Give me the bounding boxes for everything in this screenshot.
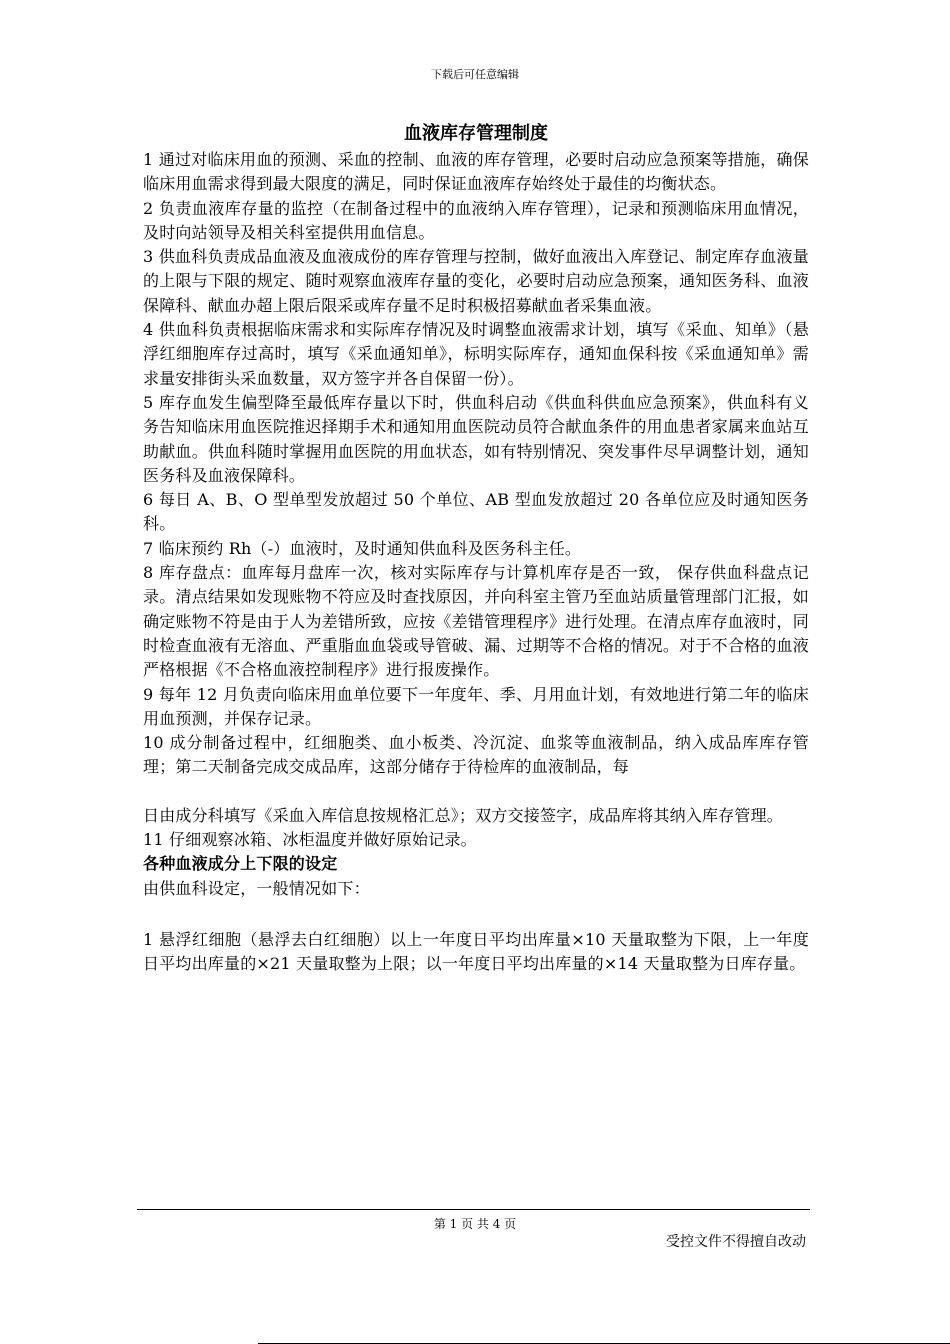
document-body: [143, 120, 809, 977]
section-intro: 由供血科设定，一般情况如下：: [143, 878, 370, 898]
paragraph-7: 7 临床预约 Rh（-）血液时，及时通知供血科及医务科主任。: [143, 538, 582, 558]
paragraph-11: 11 仔细观察冰箱、冰柜温度并做好原始记录。: [143, 830, 477, 850]
page-number: 第 1 页 共 4 页: [433, 1217, 517, 1231]
paragraph-2: 2 负责血液库存量的监控（在制备过程中的血液纳入库存管理），记录和预测临床用血情况，及时向站领导及相关科室提供用血信息。: [143, 198, 809, 242]
blank-line: [143, 780, 809, 804]
paragraph-9: 9 每年 12 月负责向临床用血单位要下一年度年、季、月用血计划，有效地进行第二年的临床用血预测，并保存记录。: [143, 684, 809, 728]
paragraph-10: 10 成分制备过程中，红细胞类、血小板类、冷沉淀、血浆等血液制品，纳入成品库库存管理；第二天制备完成交成品库，这部分储存于待检库的血液制品，每: [143, 733, 809, 777]
controlled-document-notice: 受控文件不得擅自改动: [666, 1234, 806, 1250]
section-title: 各种血液成分上下限的设定: [143, 854, 338, 874]
paragraph-10-continued: 日由成分科填写《采血入库信息按规格汇总》；双方交接签字，成品库将其纳入库存管理。: [143, 805, 784, 825]
document-title: 血液库存管理制度: [404, 123, 548, 144]
page-header: 下载后可任意编辑: [431, 68, 519, 81]
blank-line: [143, 901, 809, 928]
paragraph-4: 4 供血科负责根据临床需求和实际库存情况及时调整血液需求计划，填写《采血、知单》（悬浮红细胞库存过高时，填写《采血通知单》，标明实际库存，通知血保科按《采血通知单》需求量安排街头采血数量，双方签字并各自保留一份）。: [143, 320, 809, 388]
footer-divider: [137, 1209, 810, 1210]
paragraph-1: 1 通过对临床用血的预测、采血的控制、血液的库存管理，必要时启动应急预案等措施，确保临床用血需求得到最大限度的满足，同时保证血液库存始终处于最佳的均衡状态。: [143, 150, 809, 194]
paragraph-5: 5 库存血发生偏型降至最低库存量以下时，供血科启动《供血科供血应急预案》，供血科有义务告知临床用血医院推迟择期手术和通知用血医院动员符合献血条件的用血患者家属来血站互助献血。供血科随时掌握用血医院的用血状态，如有特别情况、突发事件尽早调整计划，通知医务科及血液保障科。: [143, 392, 809, 485]
section-item-1: 1 悬浮红细胞（悬浮去白红细胞）以上一年度日平均出库量×10 天量取整为下限，上一年度日平均出库量的×21 天量取整为上限；以一年度日平均出库量的×14 天量取整为日库存量。: [143, 929, 809, 974]
paragraph-3: 3 供血科负责成品血液及血液成份的库存管理与控制，做好血液出入库登记、制定库存血液量的上限与下限的规定、随时观察血液库存量的变化，必要时启动应急预案，通知医务科、血液保障科、献血办超上限后限采或库存量不足时积极招募献血者采集血液。: [143, 247, 809, 315]
paragraph-8: 8 库存盘点：血库每月盘库一次，核对实际库存与计算机库存是否一致， 保存供血科盘点记录。清点结果如发现账物不符应及时查找原因，并向科室主管乃至血站质量管理部门汇报，如确定账物不符是由于人为差错所致，应按《差错管理程序》进行处理。在清点库存血液时，同时检查血液有无溶血、严重脂血血袋或导管破、漏、过期等不合格的情况。对于不合格的血液严格根据《不合格血液控制程序》进行报废操作。: [143, 563, 809, 680]
paragraph-6: 6 每日 A、B、O 型单型发放超过 50 个单位、AB 型血发放超过 20 各单位应及时通知医务科。: [143, 490, 809, 534]
